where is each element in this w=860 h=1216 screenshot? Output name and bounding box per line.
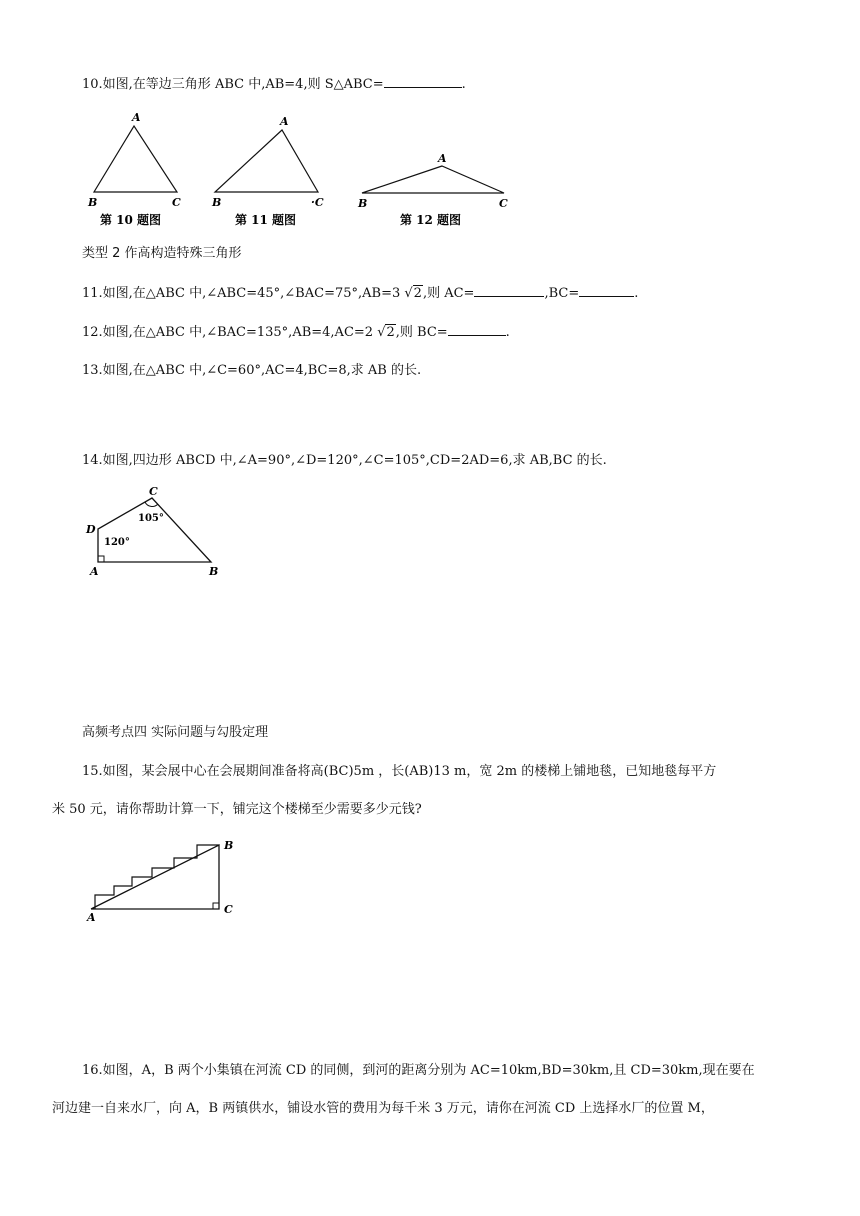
fig11-caption: 第 11 题图: [235, 213, 297, 227]
figures-row-10-12: [80, 108, 520, 233]
fig14-angle-d: 120°: [104, 537, 130, 548]
question-10-tail: .: [461, 77, 466, 92]
fig11-label-b: B: [212, 196, 222, 209]
question-13: 13.如图,在△ABC 中,∠C=60°,AC=4,BC=8,求 AB 的长.: [82, 363, 422, 378]
answer-blank-ac: [474, 284, 544, 297]
fig14-label-b: B: [209, 565, 219, 578]
question-12: [82, 323, 510, 342]
fig15-label-c: C: [224, 903, 233, 916]
sqrt-symbol: √2: [377, 325, 395, 340]
sqrt-symbol: √2: [404, 286, 422, 301]
fig15-label-b: B: [224, 839, 234, 852]
question-14: 14.如图,四边形 ABCD 中,∠A=90°,∠D=120°,∠C=105°,CD=2AD=6,求 AB,BC 的长.: [82, 453, 607, 468]
question-12-text: 12.如图,在△ABC 中,∠BAC=135°,AB=4,AC=2: [82, 325, 378, 340]
question-12-tail: .: [505, 325, 510, 340]
answer-blank-bc: [579, 284, 634, 297]
fig11-label-c: ·C: [311, 196, 324, 209]
figure-11: [211, 115, 324, 227]
fig11-label-a: A: [280, 115, 289, 128]
question-16-line2: 河边建一自来水厂，向 A，B 两镇供水，铺设水管的费用为每千米 3 万元，请你在河流 CD 上选择水厂的位置 M，: [52, 1101, 714, 1116]
figure-12: [357, 152, 508, 227]
answer-blank: [384, 75, 462, 88]
fig10-label-a: A: [132, 111, 141, 124]
fig10-label-b: B: [88, 196, 98, 209]
question-15-line2: 米 50 元，请你帮助计算一下，铺完这个楼梯至少需要多少元钱?: [52, 802, 422, 817]
question-11: [82, 284, 638, 303]
question-12-mid: ,则 BC=: [395, 325, 448, 340]
figure-14-quadrilateral: [82, 485, 232, 580]
radicand: 2: [413, 286, 422, 301]
fig12-label-c: C: [499, 197, 508, 210]
question-11-tail: .: [634, 286, 639, 301]
question-11-mid2: ,BC=: [544, 286, 580, 301]
fig15-label-a: A: [87, 911, 96, 923]
question-11-mid: ,则 AC=: [422, 286, 475, 301]
fig14-angle-c: 105°: [138, 513, 164, 524]
section-4-title: 高频考点四 实际问题与勾股定理: [82, 725, 269, 740]
fig14-label-d: D: [86, 523, 96, 536]
radicand: 2: [386, 325, 395, 340]
fig10-label-c: C: [172, 196, 181, 209]
fig10-caption: 第 10 题图: [100, 213, 162, 227]
section-type2-title: 类型 2 作高构造特殊三角形: [82, 246, 242, 261]
question-10-text: 10.如图,在等边三角形 ABC 中,AB=4,则 S△ABC=: [82, 77, 384, 92]
fig12-caption: 第 12 题图: [400, 213, 462, 227]
fig12-label-b: B: [358, 197, 368, 210]
question-10: [82, 75, 466, 94]
question-16-line1: 16.如图，A，B 两个小集镇在河流 CD 的同侧，到河的距离分别为 AC=10km,BD=30km,且 CD=30km,现在要在: [82, 1063, 755, 1078]
fig14-label-a: A: [90, 565, 99, 578]
fig14-label-c: C: [149, 485, 158, 498]
question-15-line1: 15.如图，某会展中心在会展期间准备将高(BC)5m ，长(AB)13 m，宽 2m 的楼梯上铺地毯，已知地毯每平方: [82, 764, 717, 779]
question-11-text: 11.如图,在△ABC 中,∠ABC=45°,∠BAC=75°,AB=3: [82, 286, 405, 301]
figure-10: [87, 111, 181, 227]
figure-15-staircase: [82, 833, 252, 923]
answer-blank-bc: [448, 323, 506, 336]
fig12-label-a: A: [438, 152, 447, 165]
